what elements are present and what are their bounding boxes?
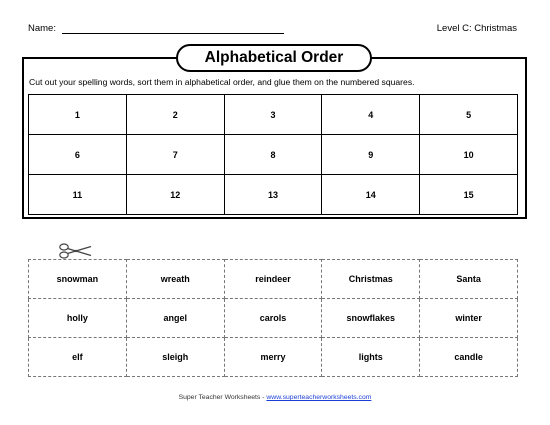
name-line [62,33,284,34]
number-row [29,135,518,175]
word-card: sleigh [126,338,224,377]
footer-link[interactable]: www.superteacherworksheets.com [266,394,372,401]
numbered-square: 1 [29,95,127,135]
numbered-square: 15 [420,175,518,215]
numbered-square: 5 [420,95,518,135]
word-card: Christmas [322,260,420,299]
worksheet-title: Alphabetical Order [176,44,372,72]
instructions: Cut out your spelling words, sort them in alphabetical order, and glue them on the numbered squares. [29,77,415,87]
word-row [29,299,518,338]
scissors-icon [58,242,94,260]
numbered-square: 2 [126,95,224,135]
numbered-square: 7 [126,135,224,175]
level-label: Level C: Christmas [436,23,517,34]
number-row [29,175,518,215]
numbered-square: 8 [224,135,322,175]
word-card: Santa [420,260,518,299]
word-card: winter [420,299,518,338]
word-card: reindeer [224,260,322,299]
word-card: wreath [126,260,224,299]
word-card: angel [126,299,224,338]
footer-text: Super Teacher Worksheets - [178,394,267,401]
numbered-square: 3 [224,95,322,135]
spelling-words-grid [28,259,518,377]
word-card: snowman [29,260,127,299]
header-row [28,23,517,37]
numbered-squares-grid [28,94,518,215]
word-card: elf [29,338,127,377]
footer [0,394,550,401]
word-card: carols [224,299,322,338]
numbered-square: 14 [322,175,420,215]
word-row [29,338,518,377]
number-row [29,95,518,135]
numbered-square: 9 [322,135,420,175]
name-label: Name: [28,23,56,34]
numbered-square: 4 [322,95,420,135]
word-row [29,260,518,299]
word-card: candle [420,338,518,377]
word-card: holly [29,299,127,338]
numbered-square: 12 [126,175,224,215]
numbered-square: 13 [224,175,322,215]
word-card: snowflakes [322,299,420,338]
numbered-square: 10 [420,135,518,175]
numbered-square: 11 [29,175,127,215]
word-card: lights [322,338,420,377]
numbered-square: 6 [29,135,127,175]
word-card: merry [224,338,322,377]
